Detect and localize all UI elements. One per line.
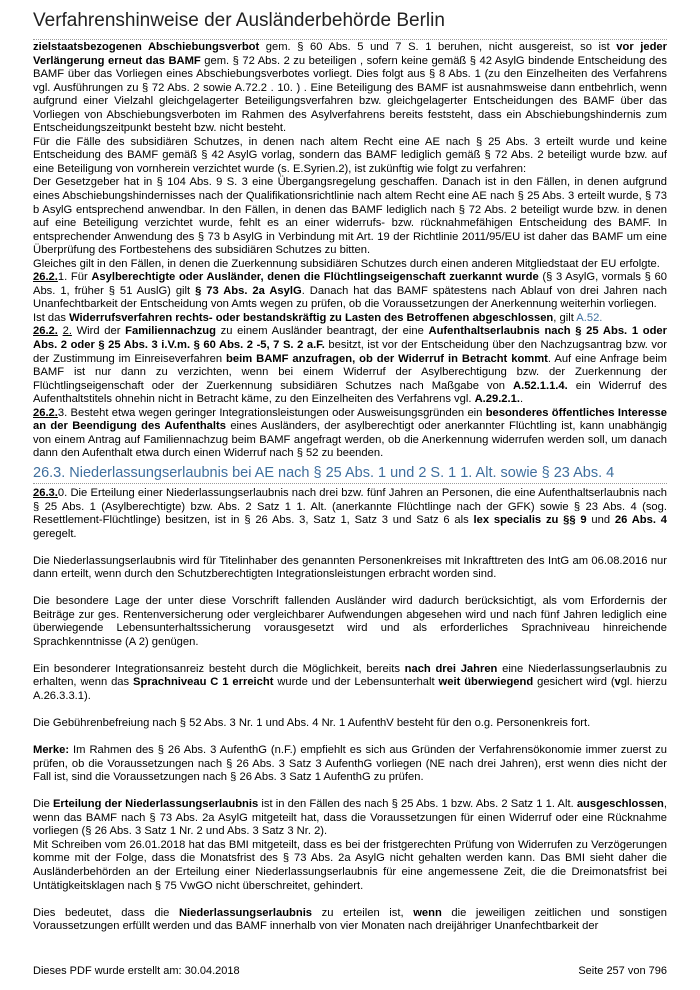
paragraph: Der Gesetzgeber hat in § 104 Abs. 9 S. 3 eine Übergangsregelung geschaffen. Danach ist in den Fällen, in denen aufgrund eines Abschiebungshindernisses nach der Qualifikationsrichtlinie nach altem Recht eine AE nach § 25 Abs. 3 erteilt wurde, § 73 b AsylG entsprechend anwendbar. In den Fällen, in denen das BAMF lediglich nach § 72 Abs. 2 beteiligt wurde bzw. in denen auf eine Beteiligung verzichtet wurde, fehlt es an einer widerrufs- bzw. rücknahmefähigen Entscheidung des BAMF. In entsprechender Anwendung des § 73 b AsylG in Verbindung mit Art. 19 der Richtlinie 2011/95/EU ist daher das BAMF um eine Überprüfung des Fortbestehens des subsidiären Schutzes zu bitten. — [33, 176, 667, 257]
paragraph-26-2-2: 26.2. 2. Wird der Familiennachzug zu einem Ausländer beantragt, der eine Aufenthaltserlaubnis nach § 25 Abs. 1 oder Abs. 2 oder § 25 Abs. 3 i.V.m. § 60 Abs. 2 -5, 7 S. 2 a.F. besitzt, ist vor der Entscheidung über den Nachzugsantrag bzw. vor der Zustimmung im Einreiseverfahren beim BAMF anzufragen, ob der Widerruf in Betracht kommt. Auf eine Anfrage beim BAMF ist nur dann zu verzichten, wenn bei einem Widerruf der Asylberechtigung bzw. der Zuerkennung der Flüchtlingseigenschaft oder der Zuerkennung subsidiären Schutzes nach Maßgabe von A.52.1.1.4. ein Widerruf des Aufenthaltstitels ohnehin nicht in Betracht käme, zu den Einzelheiten des Verfahrens vgl. A.29.2.1.. — [33, 325, 667, 406]
paragraph: Mit Schreiben vom 26.01.2018 hat das BMI mitgeteilt, dass es bei der fristgerechten Prüfung von Widerrufen zu Verzögerungen komme mit der Folge, dass die Monatsfrist des § 73 Abs. 2a AsylG nicht gehalten werden kann. Das BMI sieht daher die Ausländerbehörden an der Erteilung einer Niederlassungserlaubnis für eine angemessene Zeit, die die Dreimonatsfrist bei Untätigkeitsklagen nach § 75 VwGO nicht überschreitet, gehindert. — [33, 838, 667, 892]
page-header — [33, 8, 667, 40]
paragraph: Die Gebührenbefreiung nach § 52 Abs. 3 Nr. 1 und Abs. 4 Nr. 1 AufenthV besteht für den o.g. Personenkreis fort. — [33, 717, 591, 730]
page-title: Verfahrenshinweise der Ausländerbehörde Berlin — [33, 10, 445, 31]
paragraph: Ein besonderer Integrationsanreiz besteht durch die Möglichkeit, bereits nach drei Jahren eine Niederlassungserlaubnis zu erhalten, wenn das Sprachniveau C 1 erreicht wurde und der Lebensunterhalt weit überwiegend gesichert wird (vgl. hierzu A.26.3.3.1). — [33, 662, 667, 703]
page-number: Seite 257 von 796 — [578, 965, 667, 977]
paragraph: Die Erteilung der Niederlassungserlaubnis ist in den Fällen des nach § 25 Abs. 1 bzw. Abs. 2 Satz 1 1. Alt. ausgeschlossen, wenn das BAMF nach § 73 Abs. 2a AsylG mitgeteilt hat, dass die Voraussetzungen für einen Widerruf oder eine Rücknahme vorliegen (§ 26 Abs. 3 Satz 1 Nr. 2 und Abs. 3 Satz 3 Nr. 2). — [33, 798, 667, 838]
paragraph: Ist das Widerrufsverfahren rechts- oder bestandskräftig zu Lasten des Betroffenen abgeschlossen, gilt A.52. — [33, 311, 603, 324]
document-body — [33, 41, 667, 934]
paragraph: zielstaatsbezogenen Abschiebungsverbot gem. § 60 Abs. 5 und 7 S. 1 beruhen, nicht ausgereist, so ist vor jeder Verlängerung erneut das BAMF gem. § 72 Abs. 2 zu beteiligen , sofern keine gemäß § 42 AsylG bindende Entscheidung des BAMF über das Vorliegen eines Abschiebungsverbotes vorliegt. Dies folgt aus § 8 Abs. 1 (zu den Einzelheiten des Verfahrens vgl. Ausführungen zu § 72 Abs. 2 sowie A.72.2 . 10. ) . Eine Beteiligung des BAMF ist ausnahmsweise dann entbehrlich, wenn aufgrund einer Vielzahl gleichgelagerter Beteiligungsverfahren bzw. gleichgelagerter Entscheidungen des BAMF über das Vorliegen von Abschiebungsverboten im Rahmen des Asylverfahrens bereits feststeht, dass ein Abschiebungshindernis zum Entscheidungszeitpunkt besteht bzw. nicht besteht. — [33, 41, 668, 135]
header-divider — [33, 39, 667, 40]
paragraph: Dies bedeutet, dass die Niederlassungserlaubnis zu erteilen ist, wenn die jeweiligen zeitlichen und sonstigen Voraussetzungen erfüllt werden und das BAMF innerhalb von vier Monaten nach dreijähriger Unanfechtbarkeit der — [33, 906, 667, 933]
paragraph: Gleiches gilt in den Fällen, in denen die Zuerkennung subsidiären Schutzes durch einen anderen Mitgliedstaat der EU erfolgte. — [33, 257, 660, 270]
paragraph-26-2-1: 26.2.1. Für Asylberechtigte oder Ausländer, denen die Flüchtlingseigenschaft zuerkannt wurde (§ 3 AsylG, vormals § 60 Abs. 1, früher § 51 AuslG) gilt § 73 Abs. 2a AsylG. Danach hat das BAMF spätestens nach Ablauf von drei Jahren nach Unanfechtbarkeit der Entscheidung von Amts wegen zu prüfen, ob die Voraussetzungen der Anerkennung weiterhin vorliegen. — [33, 271, 667, 311]
section-divider — [33, 483, 667, 484]
link-a-52[interactable]: A.52. — [576, 311, 603, 324]
paragraph: Die Niederlassungserlaubnis wird für Titelinhaber des genannten Personenkreises mit Inkrafttreten des IntG am 06.08.2016 nur dann erteilt, wenn durch den Schutzberechtigten Integrationsleistungen erbracht worden sind. — [33, 554, 667, 581]
merke-note: Merke: Im Rahmen des § 26 Abs. 3 AufenthG (n.F.) empfiehlt es sich aus Gründen der Verfahrensökonomie immer zuerst zu prüfen, ob die Voraussetzungen nach § 26 Abs. 3 Satz 3 AufenthG vorliegen (NE nach drei Jahren), erst wenn dies nicht der Fall ist, sind die Voraussetzungen nach § 26 Abs. 3 Satz 1 AufenthG zu prüfen. — [33, 744, 667, 784]
paragraph-26-3-0: 26.3.0. Die Erteilung einer Niederlassungserlaubnis nach drei bzw. fünf Jahren an Personen, die eine Aufenthaltserlaubnis nach § 25 Abs. 1 (Asylberechtigte) bzw. Abs. 2 Satz 1 1. Alt. (anerkannte Flüchtlinge nach der GFK) sowie § 23 Abs. 4 (sog. Resettlement-Flüchtlinge) besitzen, ist in § 26 Abs. 3, Satz 1, Satz 3 und Satz 6 als lex specialis zu §§ 9 und 26 Abs. 4 geregelt. — [33, 486, 667, 540]
paragraph: Für die Fälle des subsidiären Schutzes, in denen nach altem Recht eine AE nach § 25 Abs. 3 erteilt wurde und keine Entscheidung des BAMF gemäß § 42 AsylG vorlag, sondern das BAMF lediglich gemäß § 72 Abs. 2 beteiligt wurde bzw. auf eine Beteiligung von vornherein verzichtet wurde (s. E.Syrien.2), ist zukünftig wie folgt zu verfahren: — [33, 135, 667, 175]
paragraph-26-2-3: 26.2.3. Besteht etwa wegen geringer Integrationsleistungen oder Ausweisungsgründen ein besonderes öffentliches Interesse an der Beendigung des Aufenthalts eines Ausländers, der asylberechtigt oder anerkannter Flüchtling ist, kann unabhängig von einem Antrag auf Familiennachzug beim BAMF angefragt werden, ob die Anerkennung widerrufen werden soll, um danach dann den Aufenthalt etwa durch einen Widerruf nach § 52 zu beenden. — [33, 406, 668, 460]
paragraph: Die besondere Lage der unter diese Vorschrift fallenden Ausländer wird dadurch berücksichtigt, als vom Erfordernis der Beiträge zur ges. Rentenversicherung oder vergleichbarer Aufwendungen abgesehen wird und nach fünf Jahren lediglich eine überwiegende Lebensunterhaltssicherung vorausgesetzt wird und als erforderliches Sprachniveau hinreichende Sprachkenntnisse (A 2) genügen. — [33, 595, 667, 648]
section-heading: 26.3. Niederlassungserlaubnis bei AE nach § 25 Abs. 1 und 2 S. 1 1. Alt. sowie § 23 Abs. 4 — [33, 464, 615, 481]
pdf-created-date: Dieses PDF wurde erstellt am: 30.04.2018 — [33, 965, 240, 977]
